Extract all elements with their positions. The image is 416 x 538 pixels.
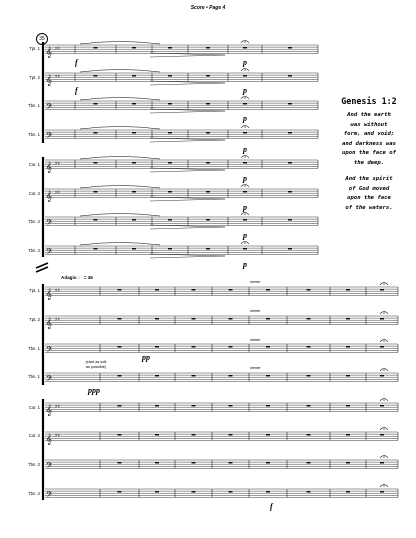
dynamic-marking: p [243, 145, 247, 154]
fermata-dot-icon [383, 428, 384, 429]
whole-rest-icon [346, 491, 350, 492]
whole-rest-icon [168, 75, 172, 76]
whole-rest-icon [288, 219, 292, 220]
dynamic-marking: p [243, 231, 247, 240]
fermata-dot-icon [383, 456, 384, 457]
niente-marking: niente [250, 366, 261, 370]
slur-icon [80, 157, 160, 160]
slur-icon [80, 98, 160, 101]
fermata-dot-icon [383, 340, 384, 341]
whole-rest-icon [307, 318, 311, 319]
treble-clef-icon: 𝄞 [46, 190, 52, 202]
whole-rest-icon [288, 103, 292, 104]
instrument-label: Tbn. 1 [28, 132, 40, 137]
fermata-dot-icon [383, 399, 384, 400]
bass-clef-icon: 𝄢 [46, 247, 53, 259]
whole-rest-icon [229, 318, 233, 319]
instrument-label: Tbn. 1 [28, 346, 40, 351]
whole-rest-icon [266, 318, 270, 319]
whole-rest-icon [132, 191, 136, 192]
whole-rest-icon [94, 191, 98, 192]
bass-clef-icon: 𝄢 [46, 218, 53, 230]
whole-rest-icon [94, 132, 98, 133]
instrument-label: Tbn. 2 [28, 219, 40, 224]
whole-rest-icon [243, 103, 247, 104]
whole-rest-icon [307, 405, 311, 406]
whole-rest-icon [380, 462, 384, 463]
bass-clef-icon: 𝄢 [46, 345, 53, 357]
whole-rest-icon [346, 462, 350, 463]
whole-rest-icon [192, 346, 196, 347]
whole-rest-icon [229, 491, 233, 492]
whole-rest-icon [192, 491, 196, 492]
whole-rest-icon [288, 191, 292, 192]
fermata-dot-icon [383, 312, 384, 313]
key-signature-icon: ♯♯ [55, 46, 60, 52]
whole-rest-icon [307, 434, 311, 435]
dynamic-marking: f [75, 58, 78, 67]
fermata-dot-icon [244, 69, 245, 70]
niente-marking: niente [250, 309, 261, 313]
instrument-label: Tpt. 2 [29, 75, 40, 80]
whole-rest-icon [168, 132, 172, 133]
key-signature-icon: ♯♯ [55, 433, 60, 439]
slur-icon [80, 243, 160, 246]
fermata-dot-icon [244, 185, 245, 186]
whole-rest-icon [266, 434, 270, 435]
whole-rest-icon [132, 219, 136, 220]
instrument-label: Tpt. 2 [29, 317, 40, 322]
whole-rest-icon [132, 248, 136, 249]
bass-clef-icon: 𝄢 [46, 374, 53, 386]
whole-rest-icon [206, 191, 210, 192]
whole-rest-icon [192, 434, 196, 435]
whole-rest-icon [243, 75, 247, 76]
whole-rest-icon [155, 346, 159, 347]
treble-clef-icon: 𝄞 [46, 288, 52, 300]
hairpin-icon [150, 197, 225, 201]
whole-rest-icon [155, 375, 159, 376]
niente-marking: niente [250, 338, 261, 342]
whole-rest-icon [118, 318, 122, 319]
whole-rest-icon [132, 162, 136, 163]
fermata-dot-icon [244, 97, 245, 98]
whole-rest-icon [346, 405, 350, 406]
whole-rest-icon [266, 346, 270, 347]
dynamic-marking: pp [142, 353, 150, 362]
whole-rest-icon [206, 75, 210, 76]
whole-rest-icon [94, 103, 98, 104]
whole-rest-icon [266, 405, 270, 406]
whole-rest-icon [346, 289, 350, 290]
whole-rest-icon [307, 375, 311, 376]
treble-clef-icon: 𝄞 [46, 46, 52, 58]
fermata-dot-icon [244, 242, 245, 243]
instrument-label: Cor. 2 [28, 191, 40, 196]
whole-rest-icon [243, 191, 247, 192]
whole-rest-icon [266, 289, 270, 290]
whole-rest-icon [243, 248, 247, 249]
whole-rest-icon [94, 219, 98, 220]
whole-rest-icon [118, 491, 122, 492]
whole-rest-icon [288, 75, 292, 76]
whole-rest-icon [229, 405, 233, 406]
measure-number: 35 [36, 33, 48, 45]
slur-icon [80, 42, 160, 45]
dynamic-marking: p [243, 58, 247, 67]
whole-rest-icon [288, 248, 292, 249]
instrument-label: Tpt. 1 [29, 46, 40, 51]
dynamic-marking: p [243, 86, 247, 95]
whole-rest-icon [346, 434, 350, 435]
slur-icon [80, 70, 160, 73]
dynamic-marking: ppp [88, 386, 100, 395]
treble-clef-icon: 𝄞 [46, 317, 52, 329]
dynamic-marking: p [243, 114, 247, 123]
instrument-label: Tbn. 2 [28, 462, 40, 467]
whole-rest-icon [380, 434, 384, 435]
bass-clef-icon: 𝄢 [46, 461, 53, 473]
hairpin-icon [150, 254, 225, 258]
treble-clef-icon: 𝄞 [46, 74, 52, 86]
whole-rest-icon [118, 462, 122, 463]
key-signature-icon: ♯♯ [55, 190, 60, 196]
key-signature-icon: ♯♯ [55, 317, 60, 323]
fermata-dot-icon [383, 369, 384, 370]
scripture-heading: Genesis 1:2 [341, 96, 397, 106]
system-break-icon [36, 263, 48, 272]
dynamic-marking: f [75, 86, 78, 95]
whole-rest-icon [229, 462, 233, 463]
whole-rest-icon [229, 434, 233, 435]
whole-rest-icon [307, 462, 311, 463]
whole-rest-icon [168, 162, 172, 163]
instrument-label: Tbn. 1 [28, 374, 40, 379]
whole-rest-icon [346, 346, 350, 347]
fermata-dot-icon [244, 156, 245, 157]
bass-clef-icon: 𝄢 [46, 490, 53, 502]
whole-rest-icon [155, 462, 159, 463]
whole-rest-icon [192, 289, 196, 290]
instrument-label: Tbn. 2 [28, 491, 40, 496]
whole-rest-icon [229, 375, 233, 376]
page-title: Score • Page 4 [190, 5, 226, 11]
whole-rest-icon [288, 132, 292, 133]
whole-rest-icon [94, 162, 98, 163]
whole-rest-icon [206, 103, 210, 104]
instrument-label: Tbn. 2 [28, 248, 40, 253]
whole-rest-icon [266, 491, 270, 492]
whole-rest-icon [307, 491, 311, 492]
whole-rest-icon [380, 491, 384, 492]
hairpin-icon [150, 225, 225, 229]
whole-rest-icon [132, 132, 136, 133]
whole-rest-icon [266, 375, 270, 376]
performance-instruction: (start as soft as possible) [85, 360, 107, 369]
whole-rest-icon [380, 375, 384, 376]
instrument-label: Cor. 2 [28, 433, 40, 438]
whole-rest-icon [155, 491, 159, 492]
whole-rest-icon [118, 434, 122, 435]
whole-rest-icon [155, 405, 159, 406]
whole-rest-icon [206, 47, 210, 48]
whole-rest-icon [155, 318, 159, 319]
niente-marking: niente [250, 280, 261, 284]
whole-rest-icon [243, 219, 247, 220]
slur-icon [80, 127, 160, 130]
scripture-sidebar [322, 96, 416, 213]
whole-rest-icon [206, 248, 210, 249]
bass-clef-icon: 𝄢 [46, 102, 53, 114]
tempo-marking: Adagio ♩ = 46 [61, 275, 93, 280]
slur-icon [80, 186, 160, 189]
whole-rest-icon [380, 346, 384, 347]
whole-rest-icon [155, 289, 159, 290]
fermata-dot-icon [383, 283, 384, 284]
dynamic-marking: f [270, 502, 273, 511]
whole-rest-icon [206, 162, 210, 163]
whole-rest-icon [307, 289, 311, 290]
whole-rest-icon [346, 375, 350, 376]
scripture-verse: And the spirit of God moved upon the face of the waters. [345, 176, 393, 211]
whole-rest-icon [307, 346, 311, 347]
key-signature-icon: ♯♯ [55, 74, 60, 80]
whole-rest-icon [288, 47, 292, 48]
whole-rest-icon [118, 289, 122, 290]
instrument-label: Tbn. 1 [28, 103, 40, 108]
whole-rest-icon [155, 434, 159, 435]
whole-rest-icon [380, 289, 384, 290]
treble-clef-icon: 𝄞 [46, 404, 52, 416]
fermata-dot-icon [244, 41, 245, 42]
whole-rest-icon [168, 248, 172, 249]
treble-clef-icon: 𝄞 [46, 433, 52, 445]
fermata-dot-icon [244, 213, 245, 214]
hairpin-icon [150, 138, 225, 142]
whole-rest-icon [168, 47, 172, 48]
dynamic-marking: p [243, 174, 247, 183]
dynamic-marking: p [243, 260, 247, 269]
whole-rest-icon [132, 75, 136, 76]
fermata-dot-icon [383, 485, 384, 486]
dynamic-marking: p [243, 203, 247, 212]
instrument-label: Cor. 1 [28, 405, 40, 410]
instrument-label: Tpt. 1 [29, 288, 40, 293]
whole-rest-icon [380, 405, 384, 406]
whole-rest-icon [118, 405, 122, 406]
fermata-dot-icon [244, 126, 245, 127]
whole-rest-icon [380, 318, 384, 319]
whole-rest-icon [94, 248, 98, 249]
whole-rest-icon [94, 75, 98, 76]
whole-rest-icon [346, 318, 350, 319]
whole-rest-icon [243, 162, 247, 163]
key-signature-icon: ♯♯ [55, 288, 60, 294]
whole-rest-icon [168, 103, 172, 104]
whole-rest-icon [132, 103, 136, 104]
whole-rest-icon [243, 47, 247, 48]
scripture-verse: And the earth was without form, and void; and darkness was upon the face of the deep. [342, 112, 396, 166]
whole-rest-icon [94, 47, 98, 48]
whole-rest-icon [206, 219, 210, 220]
whole-rest-icon [192, 405, 196, 406]
slur-icon [80, 214, 160, 217]
hairpin-icon [150, 168, 225, 172]
whole-rest-icon [168, 191, 172, 192]
whole-rest-icon [192, 318, 196, 319]
instrument-label: Cor. 1 [28, 162, 40, 167]
whole-rest-icon [229, 346, 233, 347]
whole-rest-icon [266, 462, 270, 463]
whole-rest-icon [118, 375, 122, 376]
whole-rest-icon [132, 47, 136, 48]
whole-rest-icon [229, 289, 233, 290]
whole-rest-icon [192, 462, 196, 463]
whole-rest-icon [118, 346, 122, 347]
key-signature-icon: ♯♯ [55, 404, 60, 410]
whole-rest-icon [192, 375, 196, 376]
whole-rest-icon [168, 219, 172, 220]
whole-rest-icon [206, 132, 210, 133]
treble-clef-icon: 𝄞 [46, 161, 52, 173]
bass-clef-icon: 𝄢 [46, 131, 53, 143]
key-signature-icon: ♯♯ [55, 161, 60, 167]
whole-rest-icon [288, 162, 292, 163]
whole-rest-icon [243, 132, 247, 133]
